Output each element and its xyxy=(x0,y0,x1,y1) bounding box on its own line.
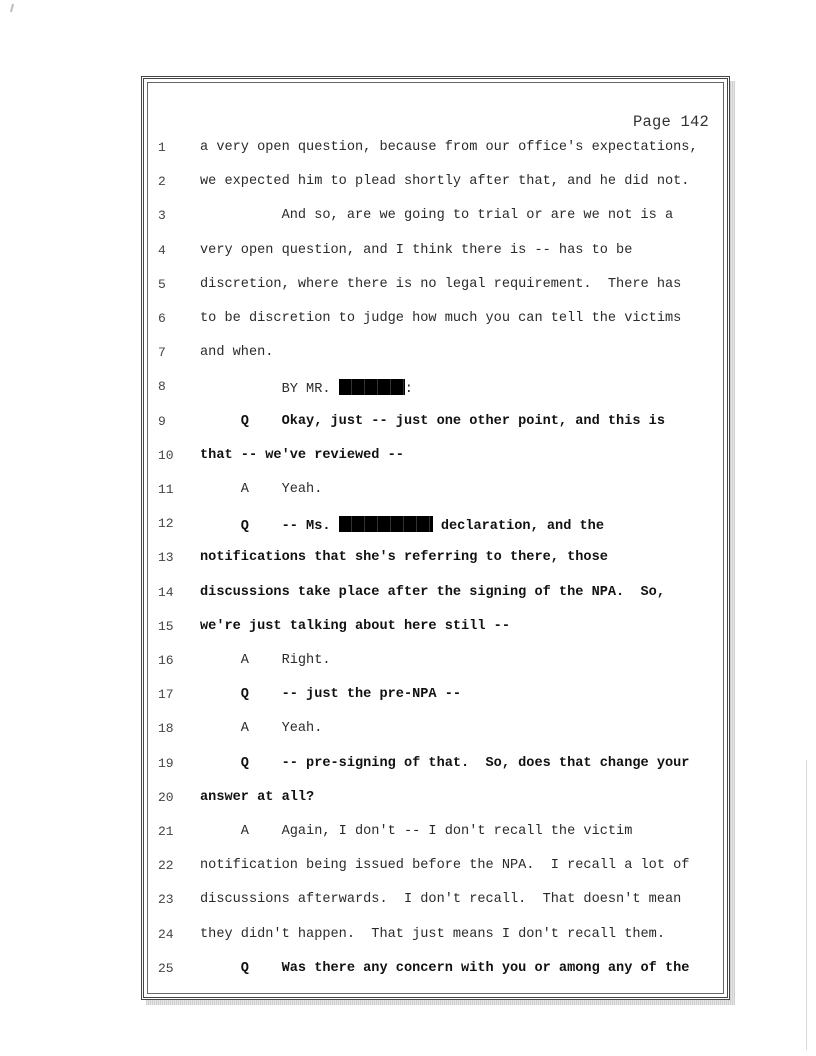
transcript-line xyxy=(148,619,723,641)
line-text xyxy=(200,345,273,360)
line-text xyxy=(200,619,510,634)
redaction-block xyxy=(339,516,433,532)
page-number-label: Page 142 xyxy=(632,113,709,131)
text-segment: discussions take place after the signing of the NPA. So, xyxy=(200,584,665,600)
line-number: 16 xyxy=(158,653,174,668)
line-number: 17 xyxy=(158,687,174,703)
transcript-line xyxy=(148,311,723,333)
line-text xyxy=(200,243,632,258)
line-text xyxy=(200,585,665,600)
line-text xyxy=(200,961,689,976)
transcript-line xyxy=(148,448,723,470)
line-number: 21 xyxy=(158,824,174,839)
line-text xyxy=(200,174,689,189)
transcript-line xyxy=(148,243,723,265)
line-text xyxy=(200,140,698,155)
line-text xyxy=(200,550,608,565)
transcript-line xyxy=(148,208,723,230)
transcript-line xyxy=(148,482,723,504)
line-text xyxy=(200,824,632,839)
line-number: 7 xyxy=(158,345,166,361)
transcript-line xyxy=(148,516,723,538)
line-number: 22 xyxy=(158,858,174,874)
text-segment: a very open question, because from our office's expectations, xyxy=(200,140,698,155)
text-segment: A Again, I don't -- I don't recall the victim xyxy=(200,824,633,839)
text-segment: A Yeah. xyxy=(200,721,323,737)
scan-artifact xyxy=(10,4,14,12)
text-segment: Q -- Ms. xyxy=(200,519,339,535)
line-number: 12 xyxy=(158,516,174,532)
line-number: 11 xyxy=(158,482,174,497)
text-segment: : xyxy=(404,382,413,398)
text-segment: answer at all? xyxy=(200,789,315,805)
line-text xyxy=(200,756,689,771)
line-number: 19 xyxy=(158,755,174,771)
line-text xyxy=(200,721,322,736)
transcript-line xyxy=(148,756,723,778)
transcript-line xyxy=(148,721,723,743)
line-text xyxy=(200,277,681,292)
transcript-line xyxy=(148,277,723,299)
line-text xyxy=(200,379,413,397)
transcript-line xyxy=(148,174,723,196)
text-segment: discussions afterwards. I don't recall. That doesn't mean xyxy=(200,892,682,908)
text-segment: Q -- pre-signing of that. So, does that change your xyxy=(200,755,690,771)
line-text xyxy=(200,311,681,326)
line-text xyxy=(200,892,681,907)
transcript-line xyxy=(148,961,723,983)
text-segment: very open question, and I think there is -- has to be xyxy=(200,242,633,258)
transcript-line xyxy=(148,414,723,436)
scan-edge-artifact xyxy=(806,760,807,1050)
text-segment: A Yeah. xyxy=(200,482,323,497)
text-segment: we're just talking about here still -- xyxy=(200,618,510,634)
text-segment: Q Was there any concern with you or among any of the xyxy=(200,960,690,976)
line-number: 5 xyxy=(158,276,166,292)
transcript-line xyxy=(148,927,723,949)
frame-inner-border xyxy=(147,82,724,994)
line-number: 15 xyxy=(158,618,174,634)
text-segment: notifications that she's referring to there, those xyxy=(200,550,608,566)
transcript-line xyxy=(148,653,723,675)
line-number: 3 xyxy=(158,208,166,224)
line-number: 24 xyxy=(158,926,174,942)
text-segment: declaration, and the xyxy=(432,519,604,535)
transcript-page-frame xyxy=(141,76,730,1000)
transcript-line xyxy=(148,585,723,607)
line-number: 10 xyxy=(158,447,174,463)
text-segment: BY MR. xyxy=(200,382,339,398)
line-number: 1 xyxy=(158,140,166,155)
line-number: 25 xyxy=(158,960,174,976)
transcript-line xyxy=(148,140,723,162)
transcript-line xyxy=(148,824,723,846)
text-segment: discretion, where there is no legal requirement. There has xyxy=(200,276,682,292)
transcript-line xyxy=(148,550,723,572)
text-segment: Q Okay, just -- just one other point, and this is xyxy=(200,413,665,429)
line-text xyxy=(200,927,665,942)
line-number: 20 xyxy=(158,789,174,805)
line-number: 23 xyxy=(158,892,174,908)
line-text xyxy=(200,653,331,668)
line-number: 8 xyxy=(158,379,166,395)
text-segment: Q -- just the pre-NPA -- xyxy=(200,687,462,703)
line-text xyxy=(200,516,604,534)
line-number: 4 xyxy=(158,242,166,258)
line-text xyxy=(200,482,322,497)
line-text xyxy=(200,448,404,463)
line-text xyxy=(200,790,314,805)
line-text xyxy=(200,687,461,702)
text-segment: A Right. xyxy=(200,653,331,668)
line-text xyxy=(200,414,665,429)
line-text xyxy=(200,208,673,223)
line-number: 9 xyxy=(158,413,166,429)
line-number: 18 xyxy=(158,721,174,737)
transcript-line xyxy=(148,345,723,367)
text-segment: they didn't happen. That just means I don't recall them. xyxy=(200,926,665,942)
line-number: 2 xyxy=(158,174,166,190)
redaction-block xyxy=(339,379,405,395)
line-number: 13 xyxy=(158,550,174,566)
text-segment: and when. xyxy=(200,345,274,361)
text-segment: that -- we've reviewed -- xyxy=(200,447,404,463)
line-number: 14 xyxy=(158,584,174,600)
text-segment: And so, are we going to trial or are we not is a xyxy=(200,208,674,224)
text-segment: to be discretion to judge how much you can tell the victims xyxy=(200,311,682,326)
transcript-line xyxy=(148,379,723,401)
transcript-line xyxy=(148,687,723,709)
text-segment: we expected him to plead shortly after that, and he did not. xyxy=(200,174,690,190)
transcript-line xyxy=(148,892,723,914)
text-segment: notification being issued before the NPA. I recall a lot of xyxy=(200,858,690,874)
transcript-line xyxy=(148,790,723,812)
transcript-line xyxy=(148,858,723,880)
line-text xyxy=(200,858,689,873)
line-number: 6 xyxy=(158,311,166,326)
